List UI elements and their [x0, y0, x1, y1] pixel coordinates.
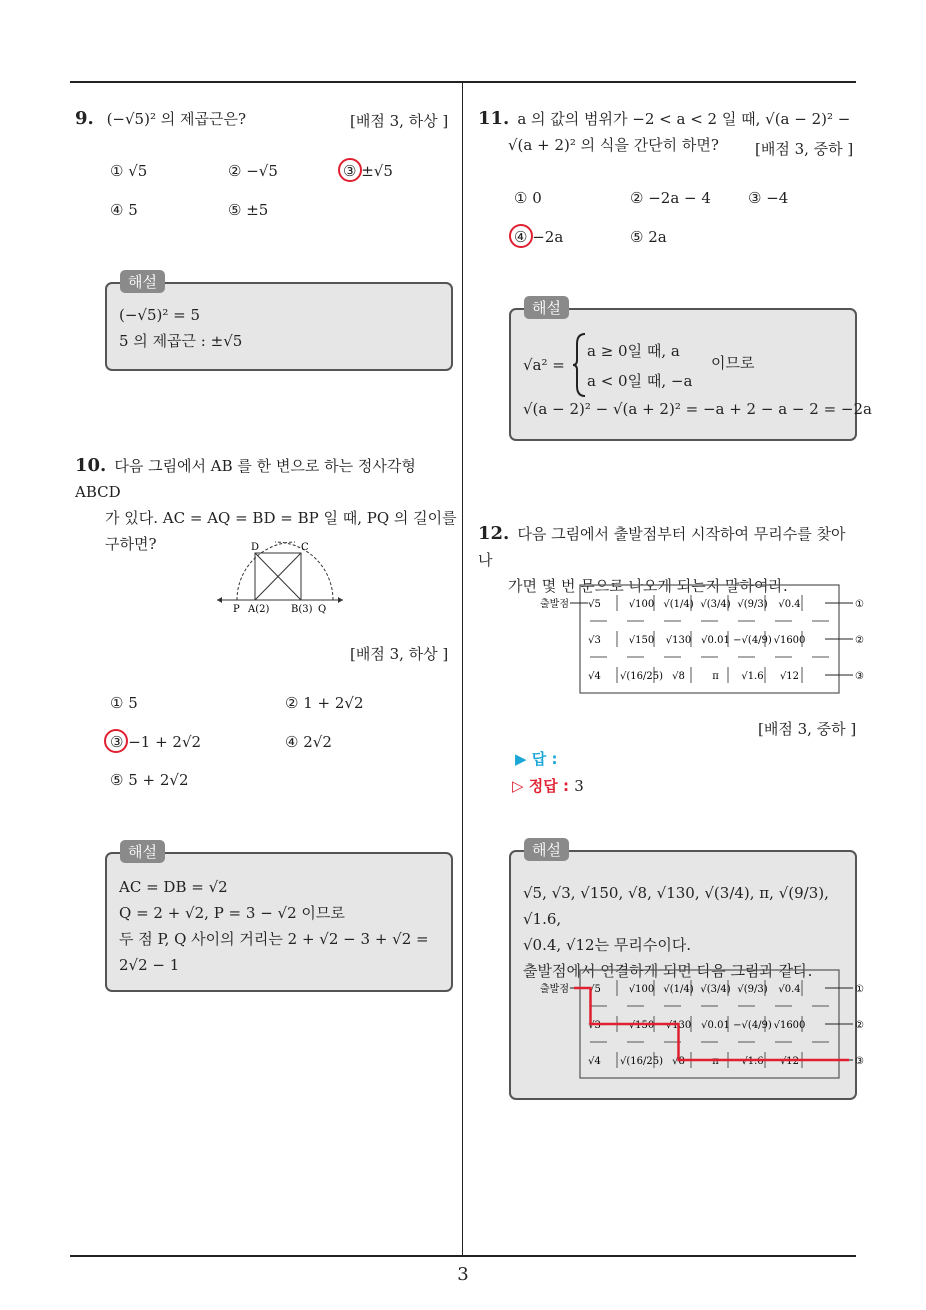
exit-label: ②: [855, 1020, 864, 1031]
option-4[interactable]: ④ 2√2: [285, 733, 332, 751]
solution-line: √5, √3, √150, √8, √130, √(3/4), π, √(9/3), √1.6,: [523, 884, 829, 928]
exit-label: ②: [855, 635, 864, 646]
solution-line: √(a − 2)² − √(a + 2)² = −a + 2 − a − 2 = −2a: [523, 400, 872, 418]
maze-solution-figure: [540, 968, 864, 1078]
option-4[interactable]: ④ −2a: [514, 228, 564, 246]
maze-cell: √3: [588, 635, 601, 646]
question-text-line: 구하면?: [105, 535, 157, 553]
label-c: C: [301, 542, 309, 553]
question-number: 9.: [75, 108, 94, 129]
option-3[interactable]: ③ ±√5: [343, 162, 393, 180]
maze-cell: √1.6: [741, 1056, 764, 1067]
maze-cell: √8: [672, 1056, 685, 1067]
maze-cell: √0.4: [778, 984, 801, 995]
option-5[interactable]: ⑤ 5 + 2√2: [110, 771, 189, 789]
maze-cell: √0.01: [701, 1020, 730, 1031]
solution-case-1: a ≥ 0일 때, a: [587, 342, 680, 360]
maze-cell: √4: [588, 671, 601, 682]
bottom-rule: [70, 1255, 856, 1257]
label-d: D: [251, 542, 260, 553]
solution-tag: 해설: [524, 838, 569, 861]
answer-circle-mark: [338, 158, 362, 182]
maze-cell: −√(4/9): [733, 1020, 772, 1031]
maze-cell: √5: [588, 984, 601, 995]
maze-cell: √(16/25): [620, 671, 663, 682]
exit-label: ①: [855, 984, 864, 995]
top-rule: [70, 81, 856, 83]
solution-case-2: a < 0일 때, −a: [587, 372, 693, 390]
option-2[interactable]: ② −√5: [228, 162, 278, 180]
maze-cell: √130: [665, 635, 692, 646]
maze-cell: π: [712, 1056, 719, 1067]
solution-line: 5 의 제곱근 : ±√5: [119, 332, 243, 350]
maze-cell: √(16/25): [620, 1056, 663, 1067]
option-5[interactable]: ⑤ ±5: [228, 201, 269, 219]
maze-cell: √100: [628, 599, 655, 610]
option-2[interactable]: ② 1 + 2√2: [285, 694, 364, 712]
solution-box: [105, 282, 453, 371]
label-p: P: [233, 604, 240, 615]
solution-line: 출발점에서 연결하게 되면 다음 그림과 같다.: [523, 962, 813, 980]
score-label: [배점 3, 하상 ]: [350, 112, 449, 130]
maze-cell: √4: [588, 1056, 601, 1067]
maze-cell: √12: [779, 671, 800, 682]
maze-cell: √(3/4): [700, 599, 731, 610]
option-4[interactable]: ④ 5: [110, 201, 138, 219]
question-number: 11.: [478, 108, 510, 129]
maze-cell: √(1/4): [663, 599, 694, 610]
maze-cell: √(3/4): [700, 984, 731, 995]
maze-cell: √12: [779, 1056, 800, 1067]
option-1[interactable]: ① 0: [514, 189, 542, 207]
score-label: [배점 3, 중하 ]: [755, 140, 854, 158]
square-figure: [215, 540, 345, 616]
solution-line: (−√5)² = 5: [119, 306, 201, 324]
start-label: 출발점: [540, 984, 569, 995]
option-1[interactable]: ① √5: [110, 162, 148, 180]
label-a: A(2): [248, 604, 270, 615]
maze-cell: √(9/3): [737, 984, 768, 995]
page-number: 3: [457, 1264, 469, 1285]
solution-line: Q = 2 + √2, P = 3 − √2 이므로: [119, 904, 345, 922]
solution-tag: 해설: [120, 840, 165, 863]
question-number: 10.: [75, 455, 107, 476]
question-text-line: 다음 그림에서 AB 를 한 변으로 하는 정사각형 ABCD: [75, 457, 416, 501]
maze-cell: √130: [665, 1020, 692, 1031]
maze-cell: √150: [628, 635, 655, 646]
option-5[interactable]: ⑤ 2a: [630, 228, 667, 246]
question-9: [75, 106, 246, 132]
question-text-line: a 의 값의 범위가 −2 < a < 2 일 때, √(a − 2)² −: [517, 110, 851, 128]
option-3[interactable]: ③ −4: [748, 189, 789, 207]
answer-label: ▶ 답 :: [515, 750, 558, 768]
option-2[interactable]: ② −2a − 4: [630, 189, 711, 207]
question-number: 12.: [478, 523, 510, 544]
question-text-line: 가 있다. AC = AQ = BD = BP 일 때, PQ 의 길이를: [105, 509, 457, 527]
answer-circle-mark: [104, 729, 128, 753]
start-label: 출발점: [540, 599, 569, 610]
correct-answer: [512, 775, 584, 796]
solution-line: 두 점 P, Q 사이의 거리는 2 + √2 − 3 + √2 =: [119, 930, 429, 948]
option-3[interactable]: ③ −1 + 2√2: [110, 733, 202, 751]
maze-cell: π: [712, 671, 719, 682]
maze-cell: √(1/4): [663, 984, 694, 995]
solution-line: 2√2 − 1: [119, 956, 180, 974]
maze-cell: √1600: [773, 635, 806, 646]
label-b: B(3): [291, 604, 313, 615]
solution-tag: 해설: [120, 270, 165, 293]
solution-box: [105, 852, 453, 992]
exit-label: ③: [855, 1056, 864, 1067]
question-text-line: 다음 그림에서 출발점부터 시작하여 무리수를 찾아 나: [478, 525, 846, 569]
correct-value: 3: [574, 777, 584, 795]
solution-tag: 해설: [524, 296, 569, 319]
correct-label: ▷ 정답 :: [512, 777, 569, 795]
maze-cell: √8: [672, 671, 685, 682]
maze-cell: √3: [588, 1020, 601, 1031]
exit-label: ③: [855, 671, 864, 682]
question-text-line: 가면 몇 번 문으로 나오게 되는지 말하여라.: [508, 577, 788, 595]
solution-text: 이므로: [711, 354, 755, 372]
maze-cell: √1600: [773, 1020, 806, 1031]
label-q: Q: [318, 604, 327, 615]
maze-cell: √1.6: [741, 671, 764, 682]
question-text: (−√5)² 의 제곱근은?: [106, 110, 246, 128]
solution-lhs: √a² =: [523, 356, 565, 374]
exit-label: ①: [855, 599, 864, 610]
score-label: [배점 3, 하상 ]: [350, 645, 449, 663]
maze-cell: −√(4/9): [733, 635, 772, 646]
solution-line: AC = DB = √2: [119, 878, 228, 896]
maze-cell: √0.4: [778, 599, 801, 610]
maze-cell: √150: [628, 1020, 655, 1031]
question-text-line: √(a + 2)² 의 식을 간단히 하면?: [508, 136, 719, 154]
option-1[interactable]: ① 5: [110, 694, 138, 712]
maze-cell: √100: [628, 984, 655, 995]
score-label: [배점 3, 중하 ]: [758, 720, 857, 738]
brace: [573, 332, 587, 398]
maze-figure: [540, 583, 864, 693]
maze-cell: √(9/3): [737, 599, 768, 610]
answer-circle-mark: [509, 224, 533, 248]
maze-cell: √0.01: [701, 635, 730, 646]
column-divider: [462, 83, 463, 1255]
maze-cell: √5: [588, 599, 601, 610]
solution-box: [509, 308, 872, 441]
solution-line: √0.4, √12는 무리수이다.: [523, 936, 692, 954]
